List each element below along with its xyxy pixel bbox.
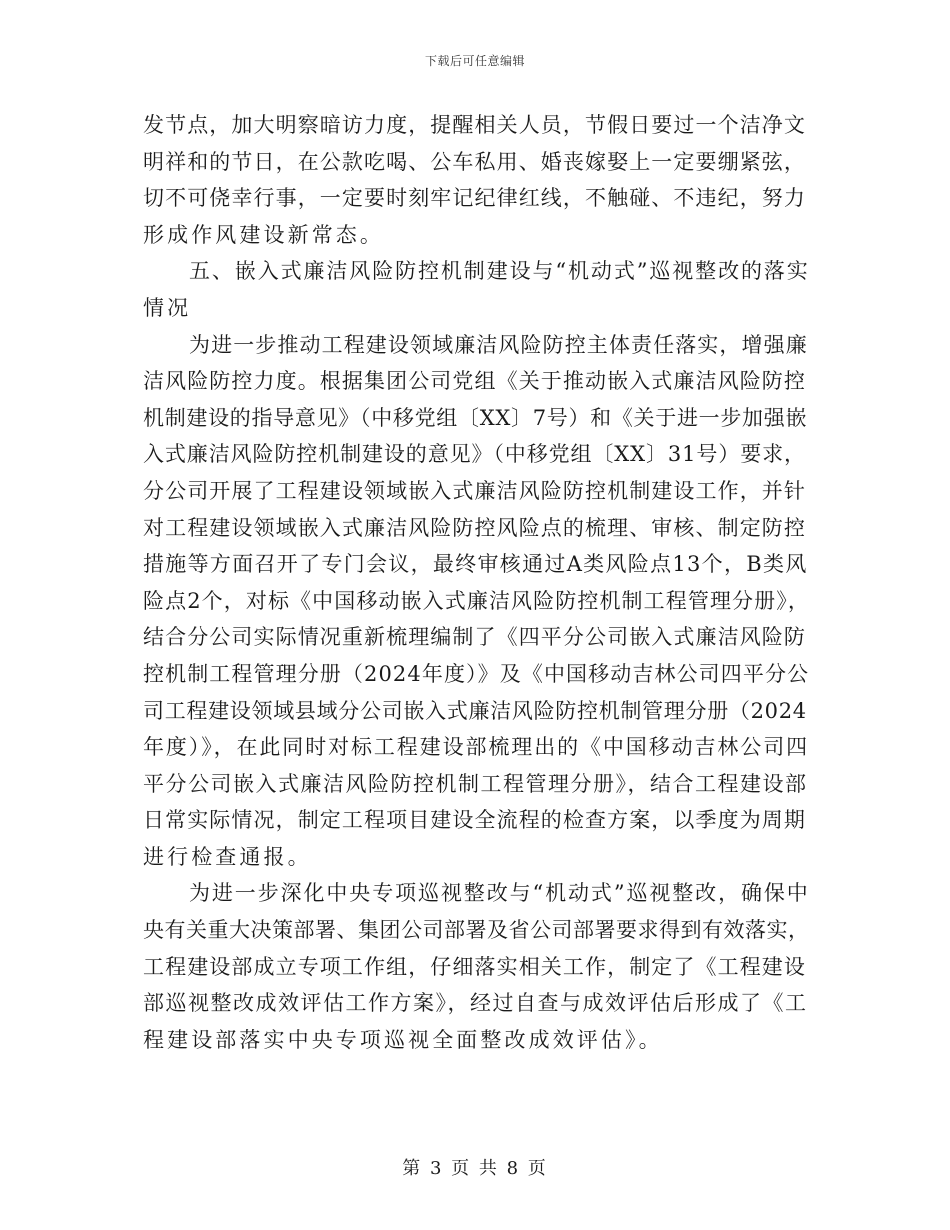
text-line: 对工程建设领域嵌入式廉洁风险防控风险点的梳理、审核、制定防控 [143, 515, 806, 540]
text-line: 入式廉洁风险防控机制建设的意见》（中移党组〔XX〕31号）要求， [143, 442, 806, 467]
section-heading: 五、嵌入式廉洁风险防控机制建设与“机动式”巡视整改的落实 [189, 259, 810, 284]
text-line: 进行检查通报。 [143, 844, 312, 869]
text-line: 机制建设的指导意见》（中移党组〔XX〕7号）和《关于进一步加强嵌 [143, 405, 808, 430]
text-line: 分公司开展了工程建设领域嵌入式廉洁风险防控机制建设工作，并针 [143, 478, 806, 503]
text-line: 险点2个，对标《中国移动嵌入式廉洁风险防控机制工程管理分册》， [143, 588, 810, 613]
paragraph-start: 为进一步推动工程建设领域廉洁风险防控主体责任落实，增强廉 [189, 332, 808, 357]
text-line: 措施等方面召开了专门会议，最终审核通过A类风险点13个，B类风 [143, 552, 808, 577]
paragraph-start: 为进一步深化中央专项巡视整改与“机动式”巡视整改，确保中 [189, 881, 810, 906]
text-line: 形成作风建设新常态。 [143, 222, 384, 247]
page-number-footer: 第 3 页 共 8 页 [402, 1158, 548, 1179]
text-line: 平分公司嵌入式廉洁风险防控机制工程管理分册》，结合工程建设部 [143, 771, 808, 796]
text-line: 年度）》，在此同时对标工程建设部梳理出的《中国移动吉林公司四 [143, 735, 809, 760]
document-body [143, 107, 811, 1058]
text-line: 央有关重大决策部署、集团公司部署及省公司部署要求得到有效落实， [143, 918, 810, 943]
section-heading-continuation: 情况 [143, 295, 192, 320]
text-line: 工程建设部成立专项工作组，仔细落实相关工作，制定了《工程建设 [143, 954, 806, 979]
text-line: 结合分公司实际情况重新梳理编制了《四平分公司嵌入式廉洁风险防 [143, 625, 806, 650]
text-line: 洁风险防控力度。根据集团公司党组《关于推动嵌入式廉洁风险防控 [143, 369, 806, 394]
text-line: 程建设部落实中央专项巡视全面整改成效评估》。 [143, 1027, 663, 1052]
text-line: 发节点，加大明察暗访力度，提醒相关人员，节假日要过一个洁净文 [143, 113, 806, 137]
text-line: 部巡视整改成效评估工作方案》，经过自查与成效评估后形成了《工 [143, 991, 808, 1016]
text-line: 日常实际情况，制定工程项目建设全流程的检查方案，以季度为周期 [143, 808, 806, 833]
text-line: 控机制工程管理分册（2024年度）》及《中国移动吉林公司四平分公 [143, 661, 810, 686]
text-line: 明祥和的节日，在公款吃喝、公车私用、婚丧嫁娶上一定要绷紧弦， [143, 149, 806, 174]
text-line: 切不可侥幸行事，一定要时刻牢记纪律红线，不触碰、不违纪，努力 [143, 186, 806, 211]
text-line: 司工程建设领域县域分公司嵌入式廉洁风险防控机制管理分册（2024 [143, 698, 807, 723]
page-header: 下载后可任意编辑 [424, 54, 525, 68]
